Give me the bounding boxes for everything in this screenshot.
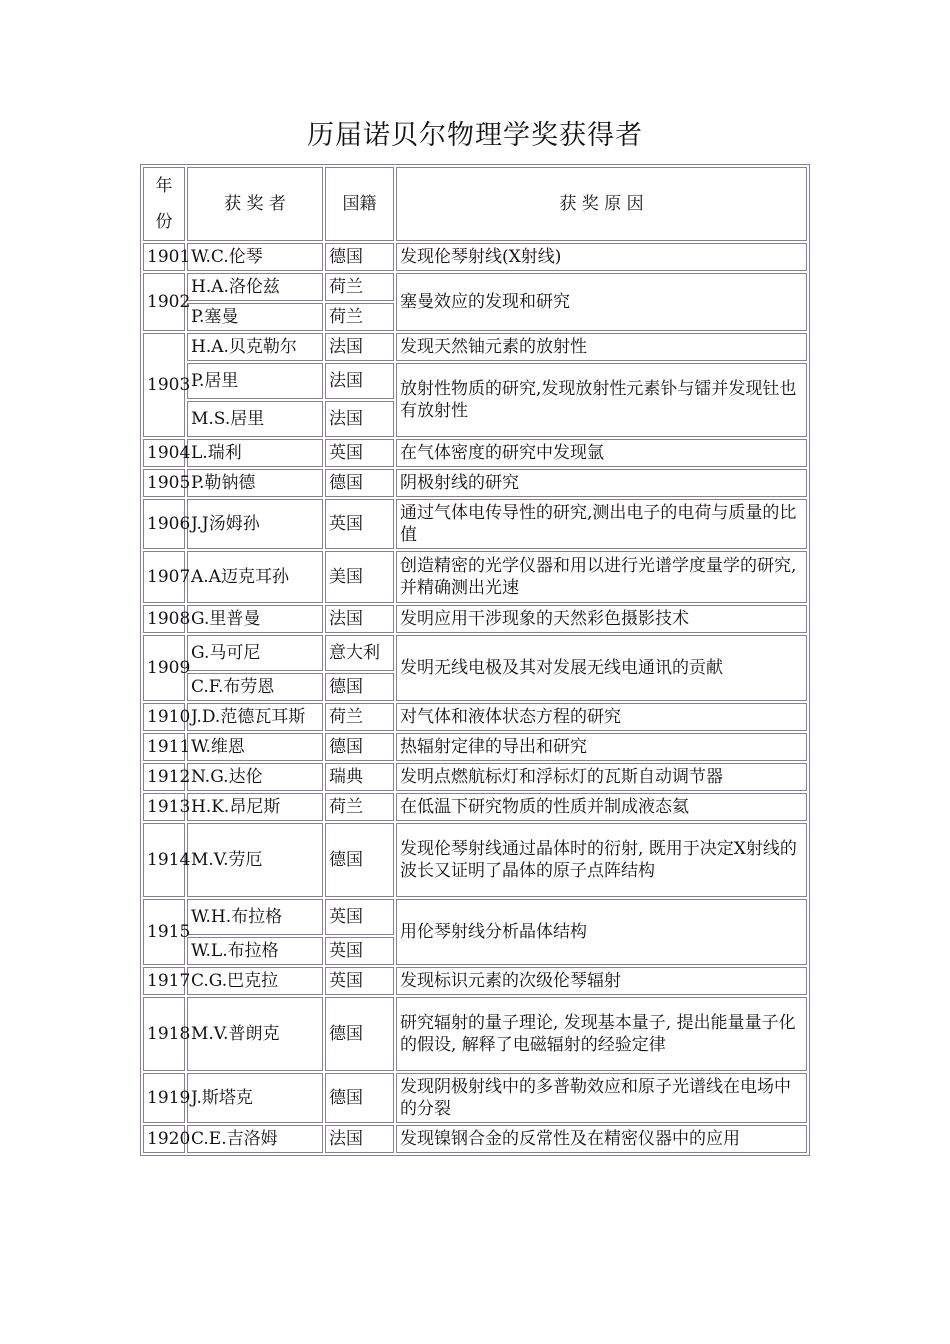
laureate-country: 英国: [325, 439, 394, 467]
table-row: [143, 763, 807, 791]
laureate-name: W.L.布拉格: [187, 937, 323, 965]
table-row: [143, 363, 807, 399]
laureate-name: G.里普曼: [187, 605, 323, 633]
table-row: [143, 703, 807, 731]
laureate-name: H.K.昂尼斯: [187, 793, 323, 821]
award-reason: 通过气体电传导性的研究,测出电子的电荷与质量的比值: [396, 499, 807, 549]
laureate-name: P.勒钠德: [187, 469, 323, 497]
laureate-country: 德国: [325, 1073, 394, 1123]
year-cell: 1902: [143, 273, 185, 331]
year-cell: 1915: [143, 899, 185, 965]
table-row: [143, 733, 807, 761]
award-reason: 发现伦琴射线通过晶体时的衍射, 既用于决定X射线的波长又证明了晶体的原子点阵结构: [396, 823, 807, 897]
laureate-country: 英国: [325, 937, 394, 965]
laureate-table: [140, 164, 810, 1156]
laureate-name: C.F.布劳恩: [187, 673, 323, 701]
year-cell: 1909: [143, 635, 185, 701]
laureate-country: 法国: [325, 401, 394, 437]
laureate-name: A.A迈克耳孙: [187, 551, 323, 603]
laureate-name: J.D.范德瓦耳斯: [187, 703, 323, 731]
table-row: [143, 551, 807, 603]
header-reason: 获 奖 原 因: [396, 167, 807, 241]
header-country: 国籍: [325, 167, 394, 241]
laureate-country: 法国: [325, 605, 394, 633]
laureate-name: J.J汤姆孙: [187, 499, 323, 549]
table-row: [143, 439, 807, 467]
laureate-country: 英国: [325, 499, 394, 549]
laureate-country: 美国: [325, 551, 394, 603]
award-reason: 在低温下研究物质的性质并制成液态氦: [396, 793, 807, 821]
year-cell: 1918: [143, 997, 185, 1071]
page-title: 历届诺贝尔物理学奖获得者: [307, 120, 643, 151]
laureate-name: M.V.普朗克: [187, 997, 323, 1071]
table-row: [143, 1125, 807, 1153]
header-year: [143, 167, 185, 241]
table-row: [143, 635, 807, 671]
laureate-name: N.G.达伦: [187, 763, 323, 791]
year-cell: 1914: [143, 823, 185, 897]
year-cell: 1911: [143, 733, 185, 761]
table-row: [143, 469, 807, 497]
laureate-name: H.A.洛伦兹: [187, 273, 323, 301]
table-row: [143, 605, 807, 633]
table-row: [143, 499, 807, 549]
laureate-name: W.H.布拉格: [187, 899, 323, 935]
laureate-name: M.V.劳厄: [187, 823, 323, 897]
laureate-country: 法国: [325, 1125, 394, 1153]
table-row: [143, 967, 807, 995]
laureate-country: 英国: [325, 967, 394, 995]
award-reason: 研究辐射的量子理论, 发现基本量子, 提出能量量子化的假设, 解释了电磁辐射的经验定律: [396, 997, 807, 1071]
laureate-name: W.维恩: [187, 733, 323, 761]
award-reason-secondary: 放射性物质的研究,发现放射性元素钋与镭并发现钍也有放射性: [396, 363, 807, 437]
year-cell: 1919: [143, 1073, 185, 1123]
laureate-country: 德国: [325, 243, 394, 271]
laureate-country: 荷兰: [325, 703, 394, 731]
award-reason: 发明点燃航标灯和浮标灯的瓦斯自动调节器: [396, 763, 807, 791]
laureate-name: G.马可尼: [187, 635, 323, 671]
laureate-name: P.居里: [187, 363, 323, 399]
year-cell: 1905: [143, 469, 185, 497]
award-reason: 创造精密的光学仪器和用以进行光谱学度量学的研究, 并精确测出光速: [396, 551, 807, 603]
header-laureate: 获 奖 者: [187, 167, 323, 241]
table-header-row: [143, 167, 807, 241]
table-row: [143, 793, 807, 821]
award-reason: 发现天然铀元素的放射性: [396, 333, 807, 361]
award-reason: 热辐射定律的导出和研究: [396, 733, 807, 761]
laureate-name: P.塞曼: [187, 303, 323, 331]
laureate-country: 荷兰: [325, 303, 394, 331]
award-reason: 发现阴极射线中的多普勒效应和原子光谱线在电场中的分裂: [396, 1073, 807, 1123]
award-reason: 发现标识元素的次级伦琴辐射: [396, 967, 807, 995]
laureate-country: 意大利: [325, 635, 394, 671]
year-cell: 1903: [143, 333, 185, 437]
award-reason: 塞曼效应的发现和研究: [396, 273, 807, 331]
laureate-name: W.C.伦琴: [187, 243, 323, 271]
laureate-name: C.E.吉洛姆: [187, 1125, 323, 1153]
award-reason: 在气体密度的研究中发现氩: [396, 439, 807, 467]
table-row: [143, 273, 807, 301]
laureate-country: 荷兰: [325, 273, 394, 301]
laureate-country: 德国: [325, 469, 394, 497]
year-cell: 1912: [143, 763, 185, 791]
laureate-country: 法国: [325, 333, 394, 361]
header-year-line2: 份: [155, 212, 173, 232]
table-row: [143, 1073, 807, 1123]
table-row: [143, 823, 807, 897]
laureate-country: 荷兰: [325, 793, 394, 821]
laureate-country: 德国: [325, 997, 394, 1071]
year-cell: 1904: [143, 439, 185, 467]
laureate-name: M.S.居里: [187, 401, 323, 437]
award-reason: 阴极射线的研究: [396, 469, 807, 497]
table-row: [143, 243, 807, 271]
laureate-country: 英国: [325, 899, 394, 935]
table-row: [143, 899, 807, 935]
year-cell: 1913: [143, 793, 185, 821]
laureate-country: 法国: [325, 363, 394, 399]
year-cell: 1901: [143, 243, 185, 271]
laureate-country: 德国: [325, 673, 394, 701]
year-cell: 1908: [143, 605, 185, 633]
header-year-line1: 年: [155, 176, 173, 196]
award-reason: 对气体和液体状态方程的研究: [396, 703, 807, 731]
laureate-name: H.A.贝克勒尔: [187, 333, 323, 361]
laureate-name: J.斯塔克: [187, 1073, 323, 1123]
table-row: [143, 997, 807, 1071]
award-reason: 发明无线电极及其对发展无线电通讯的贡献: [396, 635, 807, 701]
award-reason: 发明应用干涉现象的天然彩色摄影技术: [396, 605, 807, 633]
year-cell: 1907: [143, 551, 185, 603]
year-cell: 1910: [143, 703, 185, 731]
year-cell: 1917: [143, 967, 185, 995]
laureate-country: 瑞典: [325, 763, 394, 791]
laureate-name: C.G.巴克拉: [187, 967, 323, 995]
laureate-name: L.瑞利: [187, 439, 323, 467]
year-cell: 1920: [143, 1125, 185, 1153]
laureate-country: 德国: [325, 733, 394, 761]
year-cell: 1906: [143, 499, 185, 549]
award-reason: 发现镍钢合金的反常性及在精密仪器中的应用: [396, 1125, 807, 1153]
award-reason: 用伦琴射线分析晶体结构: [396, 899, 807, 965]
table-row: [143, 333, 807, 361]
laureate-country: 德国: [325, 823, 394, 897]
award-reason: 发现伦琴射线(X射线): [396, 243, 807, 271]
